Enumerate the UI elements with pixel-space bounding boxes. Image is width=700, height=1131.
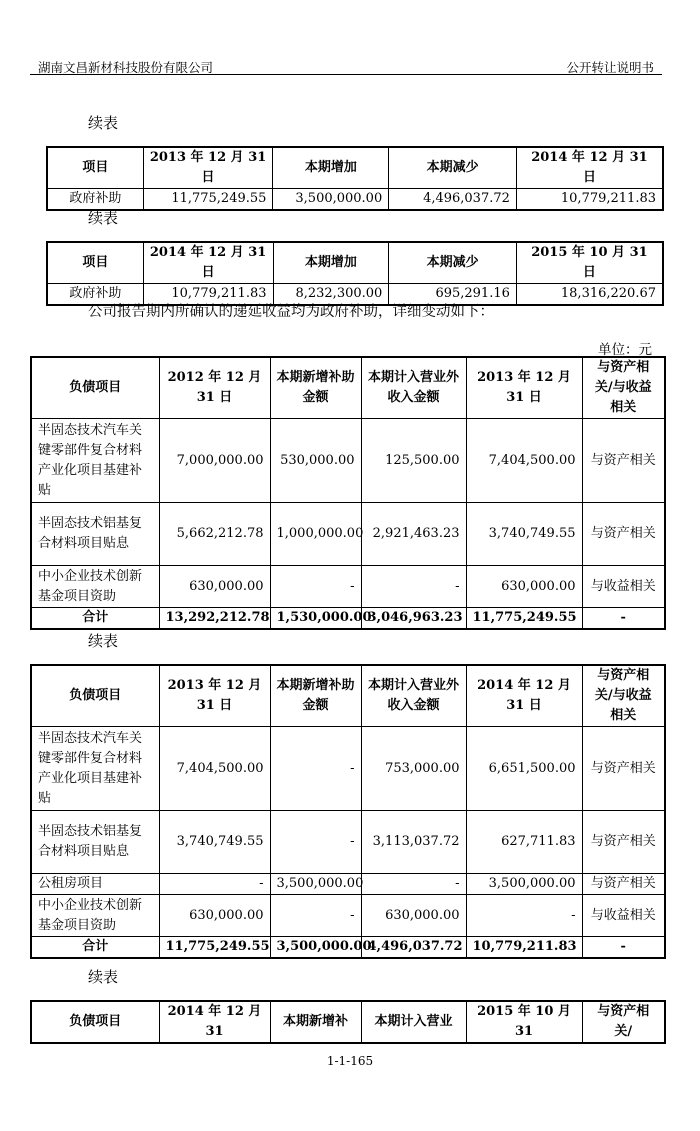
cell: 627,711.83	[466, 811, 582, 874]
cell: 2,921,463.23	[361, 503, 466, 566]
page-header	[30, 52, 662, 75]
unit-label: 单位：元	[598, 342, 652, 358]
cell: -	[582, 937, 665, 959]
header-cell: 2014 年 12 月 31 日	[466, 665, 582, 727]
table-row	[31, 727, 665, 811]
header-cell: 负债项目	[31, 357, 159, 419]
cell: 13,292,212.78	[159, 608, 270, 630]
cell: 125,500.00	[361, 419, 466, 503]
cell: 11,775,249.55	[143, 189, 273, 211]
cell: 政府补助	[47, 284, 143, 306]
header-cell: 本期计入营业外收入金额	[361, 665, 466, 727]
cell: 与资产相关	[582, 811, 665, 874]
cell: 3,113,037.72	[361, 811, 466, 874]
continued-label: 续表	[88, 632, 119, 650]
cell: 合计	[31, 937, 159, 959]
table-row	[31, 503, 665, 566]
table-row	[31, 811, 665, 874]
table-row	[47, 189, 663, 211]
small-table-2	[46, 241, 664, 306]
cell: -	[361, 566, 466, 608]
big-table-1	[30, 356, 666, 630]
cell: 合计	[31, 608, 159, 630]
cell: 3,500,000.00	[273, 189, 389, 211]
big-table-3	[30, 1000, 666, 1044]
cell: 与收益相关	[582, 895, 665, 937]
cell: 与资产相关	[582, 874, 665, 895]
header-cell: 本期增加	[273, 147, 389, 189]
small-table-1	[46, 146, 664, 211]
paragraph: 公司报告期内所确认的递延收益均为政府补助，详细变动如下：	[88, 304, 494, 320]
header-cell: 本期减少	[389, 242, 517, 284]
cell: 与收益相关	[582, 566, 665, 608]
cell: 7,000,000.00	[159, 419, 270, 503]
header-cell: 2013 年 12 月 31 日	[159, 665, 270, 727]
cell: 10,779,211.83	[516, 189, 663, 211]
table-row	[31, 566, 665, 608]
cell: 10,779,211.83	[466, 937, 582, 959]
cell: 4,496,037.72	[361, 937, 466, 959]
cell: 3,740,749.55	[466, 503, 582, 566]
cell: 7,404,500.00	[466, 419, 582, 503]
cell: 8,232,300.00	[273, 284, 389, 306]
cell: 3,500,000.00	[270, 874, 361, 895]
header-cell: 项目	[47, 147, 143, 189]
cell: 18,316,220.67	[516, 284, 663, 306]
cell: 政府补助	[47, 189, 143, 211]
company-name: 湖南文昌新材科技股份有限公司	[38, 60, 214, 75]
cell: 10,779,211.83	[143, 284, 273, 306]
header-cell: 2015 年 10 月 31	[466, 1001, 582, 1043]
cell: 5,662,212.78	[159, 503, 270, 566]
header-cell: 与资产相关/	[582, 1001, 665, 1043]
continued-label: 续表	[88, 114, 119, 132]
cell: 7,404,500.00	[159, 727, 270, 811]
cell: 与资产相关	[582, 419, 665, 503]
header-cell: 2014 年 12 月 31 日	[143, 242, 273, 284]
table-header-row	[31, 357, 665, 419]
header-cell: 负债项目	[31, 665, 159, 727]
cell: 695,291.16	[389, 284, 517, 306]
header-cell: 2015 年 10 月 31 日	[516, 242, 663, 284]
table-row	[31, 874, 665, 895]
continued-label: 续表	[88, 209, 119, 227]
cell: 与资产相关	[582, 503, 665, 566]
cell: -	[270, 895, 361, 937]
header-cell: 项目	[47, 242, 143, 284]
header-cell: 2013 年 12 月 31 日	[143, 147, 273, 189]
cell: -	[582, 608, 665, 630]
cell: -	[270, 811, 361, 874]
cell: 3,500,000.00	[270, 937, 361, 959]
header-cell: 2014 年 12 月 31	[159, 1001, 270, 1043]
header-cell: 本期减少	[389, 147, 517, 189]
big-table-2	[30, 664, 666, 959]
header-cell: 本期计入营业外收入金额	[361, 357, 466, 419]
table-row	[31, 895, 665, 937]
cell: 11,775,249.55	[159, 937, 270, 959]
header-cell: 本期新增补助金额	[270, 665, 361, 727]
page-number: 1-1-165	[326, 1054, 374, 1068]
cell: 1,000,000.00	[270, 503, 361, 566]
table-row	[31, 419, 665, 503]
table-total-row	[31, 608, 665, 630]
cell: 630,000.00	[466, 566, 582, 608]
cell: 3,046,963.23	[361, 608, 466, 630]
cell: 630,000.00	[159, 895, 270, 937]
cell: 半固态技术汽车关键零部件复合材料产业化项目基建补贴	[31, 419, 159, 503]
header-cell: 与资产相关/与收益相关	[582, 357, 665, 419]
table-header-row	[47, 242, 663, 284]
header-cell: 负债项目	[31, 1001, 159, 1043]
cell: 6,651,500.00	[466, 727, 582, 811]
document-title: 公开转让说明书	[566, 60, 654, 75]
header-cell: 与资产相关/与收益相关	[582, 665, 665, 727]
cell: 中小企业技术创新基金项目资助	[31, 895, 159, 937]
cell: 11,775,249.55	[466, 608, 582, 630]
cell: -	[270, 566, 361, 608]
table-total-row	[31, 937, 665, 959]
header-cell: 2013 年 12 月 31 日	[466, 357, 582, 419]
header-cell: 本期新增补助金额	[270, 357, 361, 419]
cell: 半固态技术铝基复合材料项目贴息	[31, 811, 159, 874]
header-cell: 本期计入营业	[361, 1001, 466, 1043]
cell: -	[361, 874, 466, 895]
header-cell: 本期新增补	[270, 1001, 361, 1043]
header-cell: 2014 年 12 月 31 日	[516, 147, 663, 189]
cell: 3,740,749.55	[159, 811, 270, 874]
cell: -	[159, 874, 270, 895]
cell: -	[270, 727, 361, 811]
cell: 1,530,000.00	[270, 608, 361, 630]
cell: 公租房项目	[31, 874, 159, 895]
header-cell: 本期增加	[273, 242, 389, 284]
continued-label: 续表	[88, 968, 119, 986]
table-header-row	[47, 147, 663, 189]
cell: 530,000.00	[270, 419, 361, 503]
table-header-row	[31, 1001, 665, 1043]
cell: 半固态技术汽车关键零部件复合材料产业化项目基建补贴	[31, 727, 159, 811]
cell: 与资产相关	[582, 727, 665, 811]
cell: 中小企业技术创新基金项目资助	[31, 566, 159, 608]
cell: 630,000.00	[159, 566, 270, 608]
cell: 半固态技术铝基复合材料项目贴息	[31, 503, 159, 566]
cell: 3,500,000.00	[466, 874, 582, 895]
header-cell: 2012 年 12 月 31 日	[159, 357, 270, 419]
table-header-row	[31, 665, 665, 727]
cell: 753,000.00	[361, 727, 466, 811]
cell: -	[466, 895, 582, 937]
cell: 630,000.00	[361, 895, 466, 937]
cell: 4,496,037.72	[389, 189, 517, 211]
